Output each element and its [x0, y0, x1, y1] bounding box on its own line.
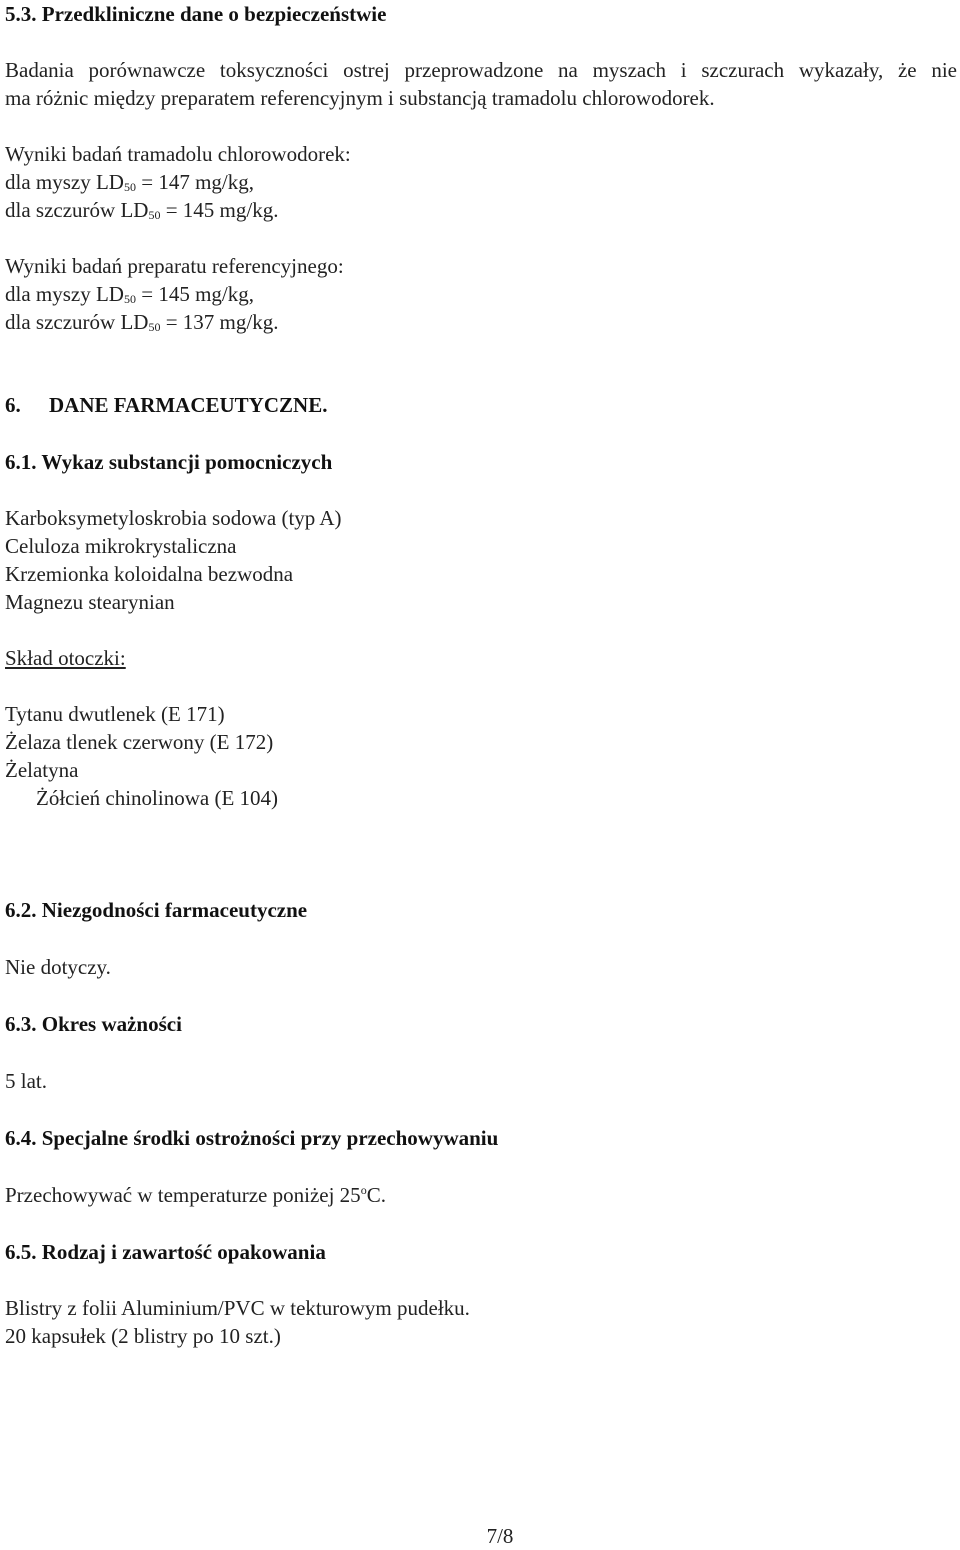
coating-label: Skład otoczki: [5, 646, 126, 670]
section-5-3-heading: 5.3. Przedkliniczne dane o bezpieczeństwie [5, 2, 387, 26]
tramadol-rats-ld50: dla szczurów $LD_{50} = 145$ mg/kg. [5, 198, 279, 222]
section-6-5-line-1: Blistry z folii Aluminium/PVC w tekturowym pudełku. [5, 1296, 470, 1320]
intro-line-1: Badania porównawcze toksyczności ostrej przeprowadzone na myszach i szczurach wykazały, że nie [5, 58, 957, 82]
section-6-number: 6. [5, 393, 21, 417]
page-number: 7/8 [486, 1524, 514, 1548]
coating-item: Tytanu dwutlenek (E 171) [5, 702, 225, 726]
section-6-4-heading: 6.4. Specjalne środki ostrożności przy przechowywaniu [5, 1126, 499, 1150]
section-6-3-text: 5 lat. [5, 1069, 47, 1093]
section-6-title: DANE FARMACEUTYCZNE. [49, 393, 328, 417]
section-6-5-line-2: 20 kapsułek (2 blistry po 10 szt.) [5, 1324, 281, 1348]
excipient-item: Celuloza mikrokrystaliczna [5, 534, 237, 558]
coating-item: Żelatyna [5, 758, 79, 782]
tramadol-mice-ld50: dla myszy $LD_{50} = 147$ mg/kg, [5, 170, 254, 194]
section-6-2-heading: 6.2. Niezgodności farmaceutyczne [5, 898, 308, 922]
reference-results-title: Wyniki badań preparatu referencyjnego: [5, 254, 344, 278]
excipient-item: Magnezu stearynian [5, 590, 175, 614]
excipient-item: Karboksymetyloskrobia sodowa (typ A) [5, 506, 342, 530]
section-6-5-heading: 6.5. Rodzaj i zawartość opakowania [5, 1240, 326, 1264]
tramadol-results-title: Wyniki badań tramadolu chlorowodorek: [5, 142, 351, 166]
reference-mice-ld50: dla myszy $LD_{50} = 145$ mg/kg, [5, 282, 254, 306]
section-6-4-text: Przechowywać w temperaturze poniżej 25$^o$C. [5, 1183, 386, 1207]
section-6-heading [5, 391, 327, 419]
section-6-3-heading: 6.3. Okres ważności [5, 1012, 182, 1036]
section-6-2-text: Nie dotyczy. [5, 955, 111, 979]
intro-line-2: ma różnic między preparatem referencyjnym i substancją tramadolu chlorowodorek. [5, 86, 715, 110]
section-6-1-heading: 6.1. Wykaz substancji pomocniczych [5, 450, 333, 474]
coating-item: Żelaza tlenek czerwony (E 172) [5, 730, 274, 754]
reference-rats-ld50: dla szczurów $LD_{50} = 137$ mg/kg. [5, 310, 279, 334]
coating-item: Żółcień chinolinowa (E 104) [36, 786, 279, 810]
excipient-item: Krzemionka koloidalna bezwodna [5, 562, 294, 586]
